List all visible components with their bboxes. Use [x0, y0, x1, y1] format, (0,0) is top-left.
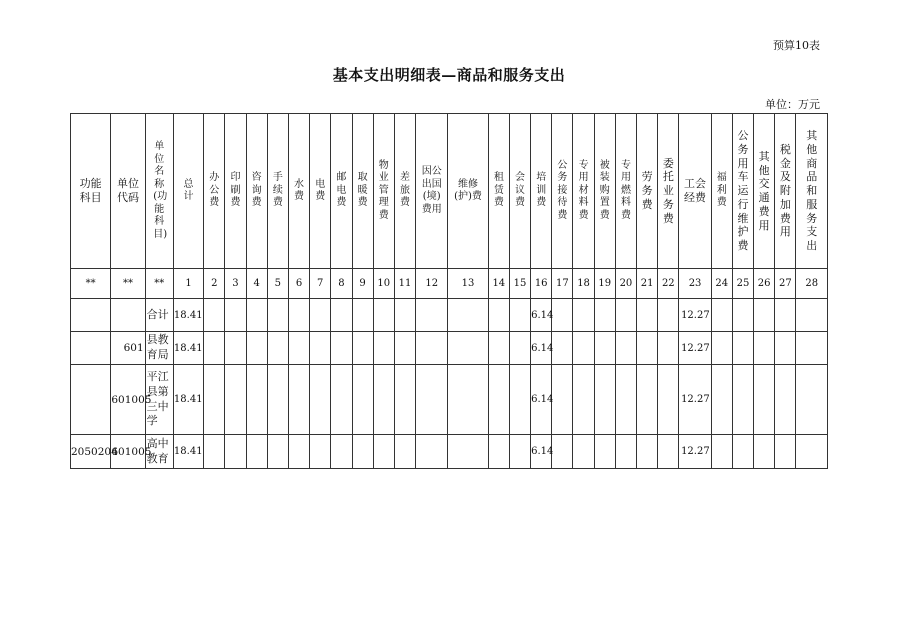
header-electricity: 电费 [310, 114, 331, 269]
cell-union: 12.27 [679, 365, 711, 435]
cell-name: 平江县第三中学 [145, 365, 173, 435]
column-number: 24 [711, 269, 732, 299]
column-number: 20 [615, 269, 636, 299]
column-number: 6 [288, 269, 309, 299]
header-post: 邮电费 [331, 114, 352, 269]
header-total: 总计 [173, 114, 203, 269]
column-number: 23 [679, 269, 711, 299]
cell-union: 12.27 [679, 435, 711, 469]
header-row [71, 114, 828, 269]
column-number: ** [111, 269, 145, 299]
cell-training: 6.14 [531, 435, 552, 469]
column-number: 9 [352, 269, 373, 299]
cell-code: 601 [111, 332, 145, 365]
page-title: 基本支出明细表—商品和服务支出 [332, 66, 566, 84]
header-printing: 印刷费 [225, 114, 246, 269]
header-union: 工会经费 [679, 114, 711, 269]
column-number: 10 [373, 269, 394, 299]
header-welfare: 福利费 [711, 114, 732, 269]
table-number-note: 预算10表 [773, 39, 820, 52]
header-transport: 其他交通费用 [754, 114, 775, 269]
cell-training: 6.14 [531, 332, 552, 365]
cell-func [71, 365, 111, 435]
column-number: 17 [552, 269, 573, 299]
column-number: ** [71, 269, 111, 299]
column-number: 16 [531, 269, 552, 299]
header-consulting: 咨询费 [246, 114, 267, 269]
cell-total: 18.41 [173, 435, 203, 469]
header-reception: 公务接待费 [552, 114, 573, 269]
header-property: 物业管理费 [373, 114, 394, 269]
column-number: 7 [310, 269, 331, 299]
column-number: 26 [754, 269, 775, 299]
header-commission: 委托业务费 [658, 114, 679, 269]
column-number: 27 [775, 269, 796, 299]
unit-label: 单位：万元 [765, 98, 820, 111]
cell-func [71, 299, 111, 332]
table-row [71, 435, 828, 469]
column-number: 11 [394, 269, 415, 299]
column-number: 14 [488, 269, 509, 299]
column-number: 13 [448, 269, 488, 299]
cell-func [71, 332, 111, 365]
header-other: 其他商品和服务支出 [796, 114, 828, 269]
header-training: 培训费 [531, 114, 552, 269]
header-repair: 维修(护)费 [448, 114, 488, 269]
cell-code: 601005 [111, 435, 145, 469]
header-heating: 取暖费 [352, 114, 373, 269]
cell-total: 18.41 [173, 299, 203, 332]
column-number: 3 [225, 269, 246, 299]
column-number: 19 [594, 269, 615, 299]
header-water: 水费 [288, 114, 309, 269]
header-unit-code: 单位代码 [111, 114, 145, 269]
cell-training: 6.14 [531, 299, 552, 332]
cell-total: 18.41 [173, 365, 203, 435]
cell-union: 12.27 [679, 332, 711, 365]
column-number: 15 [509, 269, 530, 299]
cell-code: 601005 [111, 365, 145, 435]
expenditure-table [70, 113, 828, 469]
header-labor: 劳务费 [637, 114, 658, 269]
column-number: 5 [267, 269, 288, 299]
header-fees: 手续费 [267, 114, 288, 269]
cell-name: 高中教育 [145, 435, 173, 469]
column-number: 2 [204, 269, 225, 299]
header-func-subject: 功能科目 [71, 114, 111, 269]
column-number: ** [145, 269, 173, 299]
header-office: 办公费 [204, 114, 225, 269]
column-number: 4 [246, 269, 267, 299]
table-row [71, 332, 828, 365]
column-number: 8 [331, 269, 352, 299]
header-travel: 差旅费 [394, 114, 415, 269]
cell-func: 2050204 [71, 435, 111, 469]
header-abroad: 因公出国(境)费用 [416, 114, 448, 269]
header-uniform: 被装购置费 [594, 114, 615, 269]
column-number: 1 [173, 269, 203, 299]
column-number: 12 [416, 269, 448, 299]
cell-union: 12.27 [679, 299, 711, 332]
column-number: 25 [732, 269, 753, 299]
table-row-total [71, 299, 828, 332]
column-number-row [71, 269, 828, 299]
cell-code [111, 299, 145, 332]
header-materials: 专用材料费 [573, 114, 594, 269]
header-unit-name: 单位名称(功能科目) [145, 114, 173, 269]
column-number: 28 [796, 269, 828, 299]
header-vehicle: 公务用车运行维护费 [732, 114, 753, 269]
header-fuel: 专用燃料费 [615, 114, 636, 269]
header-rent: 租赁费 [488, 114, 509, 269]
header-meeting: 会议费 [509, 114, 530, 269]
column-number: 22 [658, 269, 679, 299]
cell-training: 6.14 [531, 365, 552, 435]
cell-name: 县教育局 [145, 332, 173, 365]
column-number: 18 [573, 269, 594, 299]
column-number: 21 [637, 269, 658, 299]
table-row [71, 365, 828, 435]
header-tax: 税金及附加费用 [775, 114, 796, 269]
cell-total: 18.41 [173, 332, 203, 365]
cell-name: 合计 [145, 299, 173, 332]
